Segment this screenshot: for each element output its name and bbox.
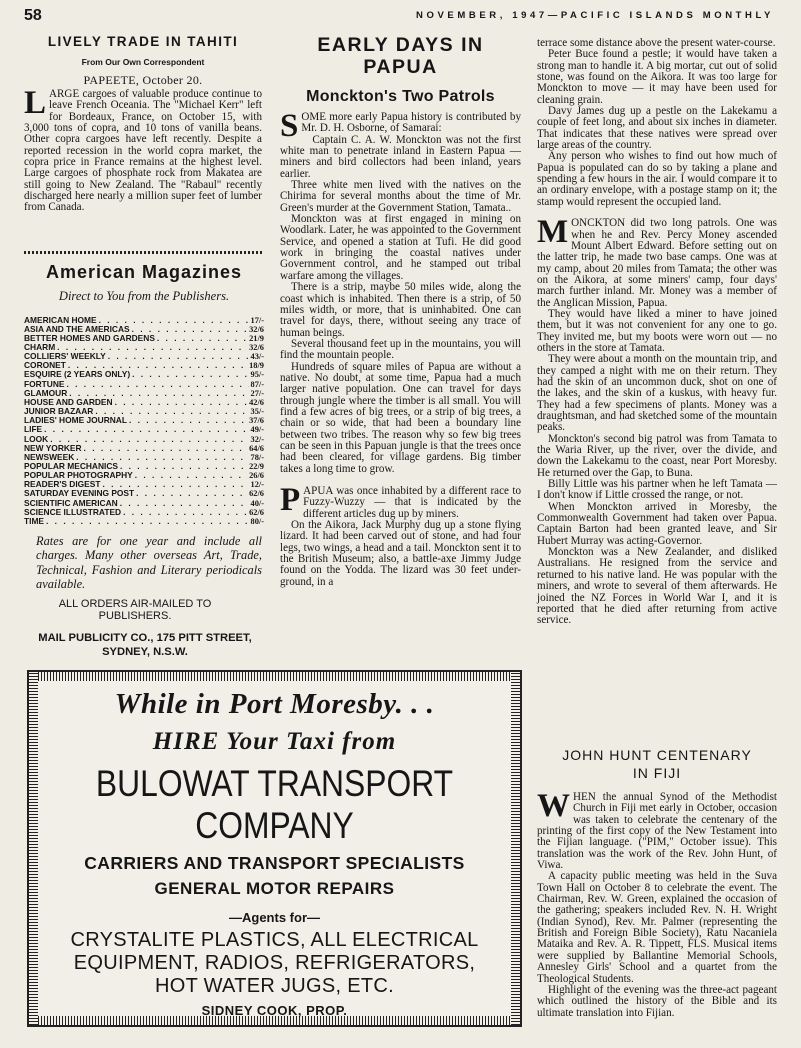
papua-continued xyxy=(537,38,777,627)
ad-agency-line-2: EQUIPMENT, RADIOS, REFRIGERATORS, xyxy=(73,952,476,974)
paragraph: Billy Little was his partner when he left Tamata — I don't know if Little crossed the range, or not. xyxy=(537,478,777,502)
tahiti-body xyxy=(24,85,262,214)
magazine-price: 37/6 xyxy=(249,416,264,426)
ad-agents-for: —Agents for— xyxy=(229,910,320,925)
magazine-name: READER'S DIGEST xyxy=(24,480,101,490)
paragraph: A capacity public meeting was held in the Suva Town Hall on October 8 to celebrate the event. The Chairman, Rev. W. Green, explained the occasion of the gathering; speakers included Rev. N. H. Wright (Indian Synod), Rev. Mr. Palmer (representing the British and Foreign Bible Society), Ratu Nacaniela Mataika and Rev. A. R. Tippett, FLS. Musical items were supplied by Ballantine Memorial Schools, Annesley Girls' School and a quartet from the Theological Students. xyxy=(537,870,777,985)
magazine-price: 35/- xyxy=(250,407,264,417)
list-item xyxy=(24,407,264,416)
paragraph: terrace some distance above the present water-course. xyxy=(537,37,776,49)
ad-company-name-2: COMPANY xyxy=(195,805,354,846)
tahiti-headline: LIVELY TRADE IN TAHITI xyxy=(47,34,239,49)
magazine-price: 87/- xyxy=(250,379,264,389)
ad-repairs: GENERAL MOTOR REPAIRS xyxy=(154,879,395,898)
taxi-advertisement xyxy=(27,670,522,1027)
magazine-price: 40/- xyxy=(250,498,264,508)
john-hunt-article xyxy=(537,746,777,1019)
magazine-price: 42/6 xyxy=(249,397,264,407)
paragraph: Three white men lived with the natives on the Chirima for several months about the time of Mr. Green's murder at the Government Station, Tamata.. xyxy=(280,179,521,214)
magazine-name: SCIENTIFIC AMERICAN xyxy=(24,498,118,508)
list-item xyxy=(24,370,264,379)
paragraph: On the Aikora, Jack Murphy dug up a stone flying lizard. It had been carved out of stone, and had four legs, two wings, a head and a tail. Monckton sent it to the British Museum; also, a battle-axe Jimmy Judge found on the Yodda. The lizard was 30 feet under-ground, in a xyxy=(280,519,521,588)
list-item xyxy=(24,444,264,453)
paragraph: Davy James dug up a pestle on the Lakekamu a couple of feet long, and about six inches in diameter. That indicates that these natives were spread over large areas of the country. xyxy=(537,105,777,152)
list-item xyxy=(24,343,264,352)
john-hunt-headline-line1: JOHN HUNT CENTENARY xyxy=(562,747,752,763)
tahiti-dateline: PAPEETE, October 20. xyxy=(83,73,203,87)
magazines-publisher: MAIL PUBLICITY CO., 175 PITT STREET, SYDNEY, N.S.W. xyxy=(38,631,252,658)
list-item xyxy=(24,361,264,370)
list-item xyxy=(24,334,264,343)
list-item xyxy=(24,480,264,489)
john-hunt-headline xyxy=(537,746,777,782)
list-item xyxy=(24,499,264,508)
john-hunt-headline-line2: IN FIJI xyxy=(632,765,682,781)
ad-specialists: CARRIERS AND TRANSPORT SPECIALISTS xyxy=(84,853,465,873)
paragraph: They would have liked a miner to have joined them, but it was not convenient for any one to go. They invited me, but my boots were worn out — no others in the store at Tamata. xyxy=(537,307,777,354)
magazine-price: 64/6 xyxy=(249,443,264,453)
papua-subhead: Monckton's Two Patrols xyxy=(306,88,495,105)
list-item xyxy=(24,435,264,444)
paragraph: Monckton's second big patrol was from Tamata to the Waria River, up the river, over the divide, and down the Lakekamu to the coast, near Port Moresby. He returned over the Gap, to Buna. xyxy=(537,432,777,479)
magazine-name: CORONET xyxy=(24,361,66,371)
tahiti-dropcap: L xyxy=(24,85,47,121)
paragraph: HEN the annual Synod of the Methodist Church in Fiji met early in October, occasion was taken to celebrate the centenary of the printing of the first copy of the New Testament into the Fijian language. ("PIM," October issue). This translation was the work of the Rev. John Hunt, of Viwa. xyxy=(537,791,777,872)
ad-agency-line-1: CRYSTALITE PLASTICS, ALL ELECTRICAL xyxy=(70,929,479,951)
tahiti-byline: From Our Own Correspondent xyxy=(81,57,205,67)
papua-headline-line1: EARLY DAYS IN xyxy=(317,34,484,56)
paragraph: Captain C. A. W. Monckton was not the first white man to penetrate inland in Eastern Papua — miners and bird collectors had been inland, years earlier. xyxy=(280,133,521,180)
divider-wavy xyxy=(24,251,264,254)
dropcap: S xyxy=(280,108,299,144)
dropcap: M xyxy=(537,214,569,251)
magazines-rates-note: Rates are for one year and include all charges. Many other overseas Art, Trade, Technical, Fashion and Literary periodicals available. xyxy=(36,534,262,591)
magazine-price: 78/- xyxy=(250,452,264,462)
magazine-price: 49/- xyxy=(250,425,264,435)
magazine-name: NEW YORKER xyxy=(24,443,82,453)
list-item xyxy=(24,398,264,407)
magazine-price: 32/6 xyxy=(249,342,264,352)
magazine-name: JUNIOR BAZAAR xyxy=(24,407,94,417)
paragraph: There is a strip, maybe 50 miles wide, along the coast which is inhabited. Then there is a strip, of 50 miles width, or more, that is uninhabited. One can travel for days, there, without seeing any trace of human beings. xyxy=(280,281,521,339)
paragraph: APUA was once inhabited by a different race to Fuzzy-Wuzzy — that is indicated by the different articles dug up by miners. xyxy=(303,485,521,520)
magazine-name: SATURDAY EVENING POST xyxy=(24,489,135,499)
magazine-name: HOUSE AND GARDEN xyxy=(24,397,113,407)
paragraph: ONCKTON did two long patrols. One was when he and Rev. Percy Money ascended Mount Albert Edward. Before setting out on the latter trip, he made two base camps. One was at my camp, about 20 miles from Tamata; the other was on the Aikora, at some miners' camp, four days' march further inland. Mr. Money was a member of the Anglican Mission, Papua. xyxy=(537,217,777,309)
magazine-name: POPULAR PHOTOGRAPHY xyxy=(24,471,133,481)
magazine-name: CHARM xyxy=(24,342,56,352)
tahiti-text: ARGE cargoes of valuable produce continue to leave French Oceania. The "Michael Kerr" left for Bordeaux, France, on October 15, with 3,000 tons of copra, and 10 tons of vanilla beans. Other copra cargoes have left recently. Despite a reported recession in the world copra market, the copra price in France remains at the highest level. Large cargoes of phosphate rock from Makatea are still going to New Zealand. The "Rabaul" recently discharged here nearly a million super feet of lumber from Canada. xyxy=(24,88,262,214)
tahiti-article xyxy=(24,34,262,214)
list-item xyxy=(24,316,264,325)
ad-line-hire-taxi: HIRE Your Taxi from xyxy=(152,728,397,755)
john-hunt-body xyxy=(537,788,777,1019)
magazine-name: NEWSWEEK xyxy=(24,452,75,462)
paragraph: When Monckton arrived in Moresby, the Commonwealth Government had taken over Papua. Captain Barton had been granted leave, and Sir Hubert Murray was acting-Governor. xyxy=(537,500,777,547)
magazine-name: LIFE xyxy=(24,425,43,435)
magazine-price: 27/- xyxy=(250,388,264,398)
list-item xyxy=(24,425,264,434)
paragraph: Highlight of the evening was the three-act pageant which outlined the history of the Bible and its ultimate translation into Fijian. xyxy=(537,983,777,1019)
paragraph: Monckton was at first engaged in mining on Woodlark. Later, he was appointed to the Government Service, and opened a station at Tufi. He did good work in bringing the coastal natives under Government control, and he stamped out tribal warfare among the villages. xyxy=(280,213,521,282)
magazine-price: 18/9 xyxy=(249,361,264,371)
magazine-name: TIME xyxy=(24,516,45,526)
papua-headline-line2: PAPUA xyxy=(363,56,438,78)
magazine-list xyxy=(24,316,264,527)
list-item xyxy=(24,380,264,389)
paragraph: Monckton was a New Zealander, and disliked Australians. He resigned from the service and returned to his native land. He was popular with the miners, and wrote to several of them afterwards. He joined the NZ Forces in World War I, and it is reported that he died after returning from active service. xyxy=(537,546,777,627)
list-item xyxy=(24,508,264,517)
running-title: NOVEMBER, 1947—PACIFIC ISLANDS MONTHLY xyxy=(416,10,774,21)
magazines-subtitle: Direct to You from the Publishers. xyxy=(58,289,230,303)
magazines-title: American Magazines xyxy=(45,262,243,282)
list-item xyxy=(24,453,264,462)
page-number: 58 xyxy=(24,7,42,24)
magazine-name: COLLIERS' WEEKLY xyxy=(24,352,106,362)
magazine-price: 32/- xyxy=(250,434,264,444)
magazine-price: 80/- xyxy=(250,516,264,526)
magazine-name: LOOK xyxy=(24,434,49,444)
list-item xyxy=(24,462,264,471)
list-item xyxy=(24,471,264,480)
paragraph: They were about a month on the mountain trip, and they camped a night with me on their return. They had the skin of an uncommon duck, shot on one of the lakes, and the skin of a kuskus, with heavy fur. They had a few specimens of plants. Money was a draughtsman, and had sketched some of the mountain peaks. xyxy=(537,353,777,434)
magazine-name: ESQUIRE (2 YEARS ONLY) xyxy=(24,370,131,380)
paragraph: Hundreds of square miles of Papua are without a native. No doubt, at some time, Papua had a much larger native population. One can travel for days through jungle where the timber is all small. You will find a few acres of big trees, or a strip of big trees, a chain or so wide, that had been a boundary line between two tribes. The reason why so few big trees can be seen in this Papuan jungle is that the trees once had been cleared, for village gardens. Big timber takes a long time to grow. xyxy=(280,360,521,475)
magazine-name: FORTUNE xyxy=(24,379,65,389)
page-header xyxy=(24,7,774,27)
magazine-price: 17/- xyxy=(250,315,264,325)
magazine-name: SCIENCE ILLUSTRATED xyxy=(24,507,122,517)
magazine-name: AMERICAN HOME xyxy=(24,315,97,325)
paragraph: Several thousand feet up in the mountains, you will find the mountain people. xyxy=(280,337,521,362)
list-item xyxy=(24,325,264,334)
magazine-name: LADIES' HOME JOURNAL xyxy=(24,416,127,426)
magazines-orders: ALL ORDERS AIR-MAILED TO PUBLISHERS. xyxy=(58,597,212,622)
magazine-price: 62/6 xyxy=(249,507,264,517)
magazine-price: 32/6 xyxy=(249,324,264,334)
magazine-price: 21/9 xyxy=(249,333,264,343)
ad-border-top xyxy=(29,672,520,681)
paragraph: OME more early Papua history is contributed by Mr. D. H. Osborne, of Samarai: xyxy=(301,111,521,135)
list-item xyxy=(24,352,264,361)
magazine-name: BETTER HOMES AND GARDENS xyxy=(24,333,155,343)
magazine-name: ASIA AND THE AMERICAS xyxy=(24,324,130,334)
american-magazines-ad xyxy=(24,262,264,659)
magazine-price: 26/6 xyxy=(249,471,264,481)
ad-proprietor: SIDNEY COOK, PROP. xyxy=(201,1003,348,1018)
papua-col2-body xyxy=(537,38,777,627)
magazine-price: 62/6 xyxy=(249,489,264,499)
list-item xyxy=(24,416,264,425)
papua-headline xyxy=(280,34,521,78)
magazine-price: 12/- xyxy=(250,480,264,490)
magazine-name: GLAMOUR xyxy=(24,388,68,398)
paragraph: Peter Buce found a pestle; it would have taken a strong man to handle it. A big mortar, cut out of solid stone, was found on the Aikora. It was too large for Monckton to move — it may have been used for cleaning grain. xyxy=(537,48,777,106)
ad-agency-line-3: HOT WATER JUGS, ETC. xyxy=(155,975,394,997)
ad-line-port-moresby: While in Port Moresby. . . xyxy=(114,688,435,720)
ad-company-name-1: BULOWAT TRANSPORT xyxy=(95,763,454,804)
list-item xyxy=(24,517,264,526)
magazine-price: 95/- xyxy=(250,370,264,380)
papua-col1-body xyxy=(280,108,521,588)
magazine-price: 43/- xyxy=(250,352,264,362)
papua-article xyxy=(280,34,521,588)
magazine-price: 22/9 xyxy=(249,462,264,471)
list-item xyxy=(24,489,264,498)
dropcap: W xyxy=(537,788,570,824)
dropcap: P xyxy=(280,482,301,518)
list-item xyxy=(24,389,264,398)
paragraph: Any person who wishes to find out how much of Papua is populated can do so by taking a plane and spending a few hours in the air. I would compare it to an ordinary envelope, with a postage stamp on it; the stamp would represent the occupied land. xyxy=(537,150,777,208)
magazine-name: POPULAR MECHANICS xyxy=(24,462,118,471)
